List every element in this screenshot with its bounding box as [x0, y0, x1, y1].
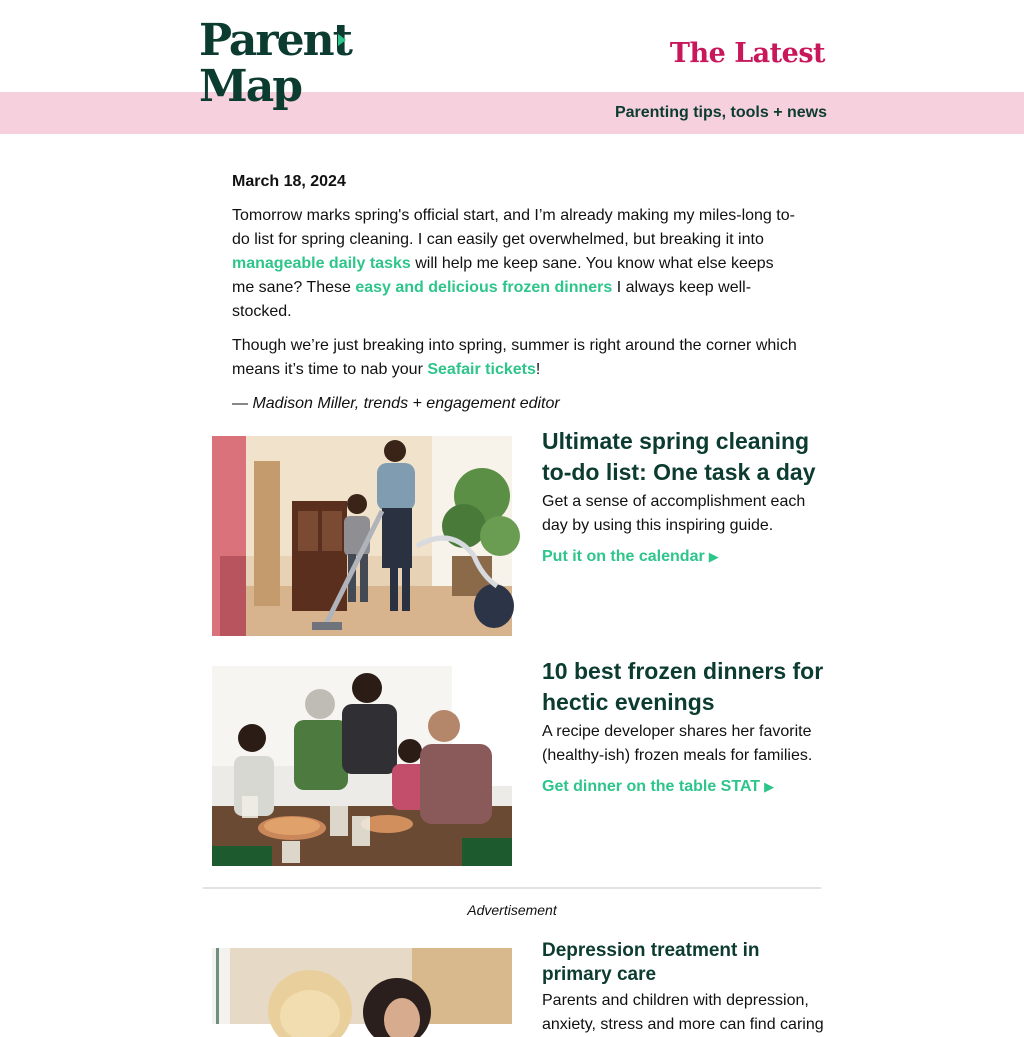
ad-title[interactable]: Depression treatment in primary care — [542, 940, 760, 985]
email-header — [0, 0, 1024, 112]
logo-arrow-icon — [338, 34, 346, 46]
family-dinner-photo — [212, 666, 512, 866]
tagline-banner — [0, 92, 1024, 134]
play-arrow-icon: ▶ — [708, 549, 719, 564]
ad-description: Parents and children with depression, anxiety, stress and more can find caring — [542, 992, 824, 1033]
article-text-frozen-dinners — [542, 658, 824, 796]
logo-text-map: Map — [199, 61, 301, 112]
intro-letter — [232, 170, 800, 426]
article-image-spring-cleaning[interactable] — [212, 436, 512, 636]
ad-image-depression-treatment[interactable] — [212, 948, 512, 1024]
article-text-spring-cleaning — [542, 428, 824, 566]
article-description: Get a sense of accomplishment each day by using this inspiring guide. — [542, 493, 806, 534]
intro-paragraph-2: Though we’re just breaking into spring, summer is right around the corner which means it’s time to nab your Seafair tickets! — [232, 337, 797, 378]
issue-date: March 18, 2024 — [232, 173, 346, 190]
ad-text — [542, 940, 824, 1037]
link-frozen-dinners[interactable]: easy and delicious frozen dinners — [355, 279, 613, 296]
article-cta-get-dinner[interactable]: Get dinner on the table STAT ▶ — [542, 778, 775, 795]
advertisement-label: Advertisement — [467, 902, 557, 918]
vacuuming-photo — [212, 436, 512, 636]
article-image-frozen-dinners[interactable] — [212, 666, 512, 866]
section-divider — [203, 887, 821, 889]
article-title[interactable]: Ultimate spring cleaning to-do list: One task a day — [542, 428, 816, 485]
link-seafair-tickets[interactable]: Seafair tickets — [427, 361, 536, 378]
link-manageable-daily-tasks[interactable]: manageable daily tasks — [232, 255, 411, 272]
tagline: Parenting tips, tools + news — [614, 104, 827, 121]
editor-signature: — Madison Miller, trends + engagement editor — [232, 395, 560, 412]
article-cta-put-on-calendar[interactable]: Put it on the calendar ▶ — [542, 548, 719, 565]
parentmap-logo[interactable] — [199, 15, 351, 122]
article-title[interactable]: 10 best frozen dinners for hectic evenings — [542, 658, 824, 715]
newsletter-title: The Latest — [669, 38, 825, 69]
intro-paragraph-1: Tomorrow marks spring's official start, and I’m already making my miles-long to-do list for spring cleaning. I can easily get overwhelmed, but breaking it into manageable daily tasks will help me keep sane. You know what else keeps me sane? These easy and delicious frozen dinners I always keep well-stocked. — [232, 207, 795, 320]
play-arrow-icon: ▶ — [764, 779, 775, 794]
article-description: A recipe developer shares her favorite (healthy-ish) frozen meals for families. — [542, 723, 813, 764]
consultation-photo — [212, 948, 512, 1024]
logo-text-parent: Parent — [199, 15, 351, 66]
